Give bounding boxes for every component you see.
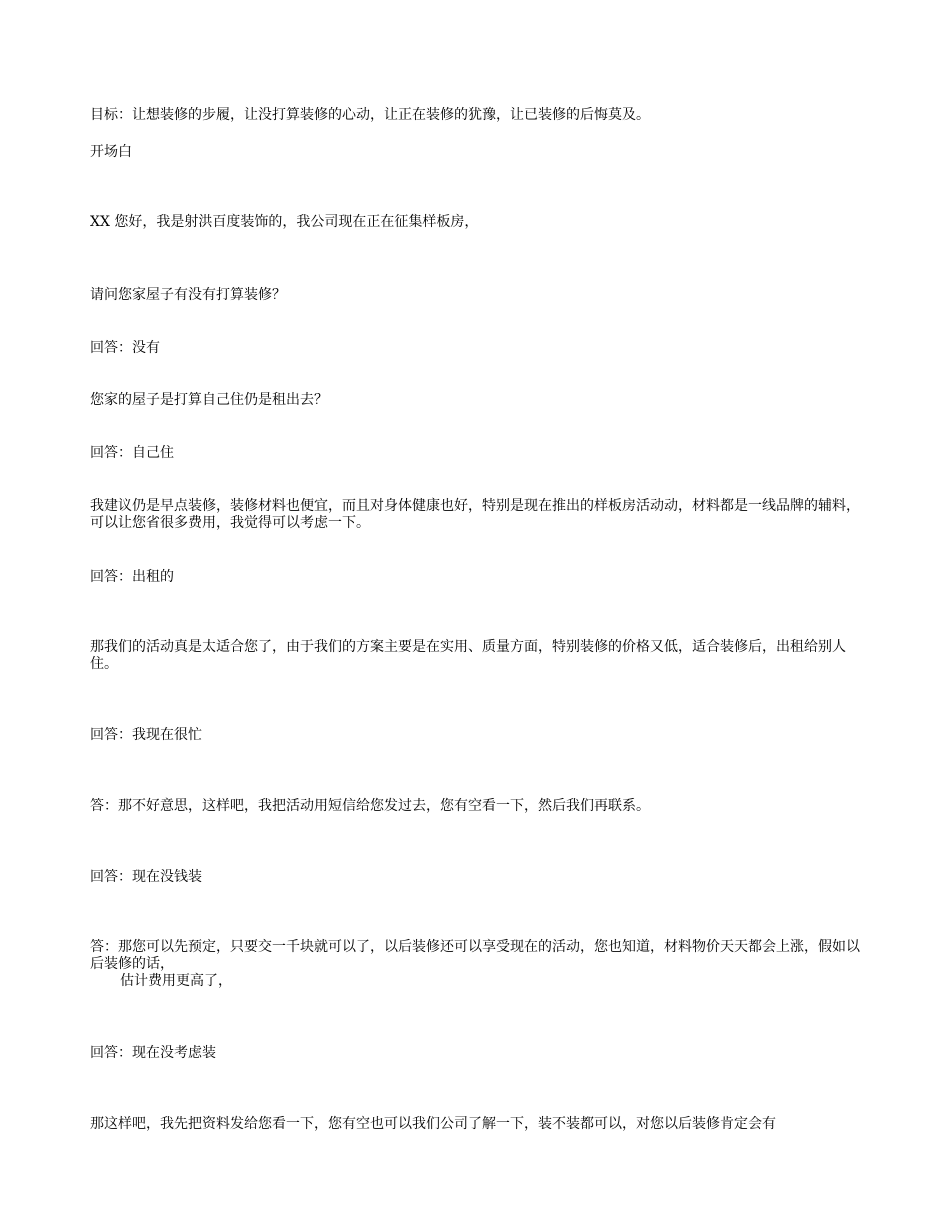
answer-no: 回答：没有 xyxy=(90,340,160,356)
question-1: 请问您家屋子有没有打算装修？ xyxy=(90,287,286,303)
reply-self: 我建议仍是早点装修，装修材料也便宜，而且对身体健康也好，特别是现在推出的样板房活动动，材料都是一线品牌的辅料，可以让您省很多费用，我觉得可以考虑一下。 xyxy=(90,498,860,531)
reply-no-money-line-1: 答：那您可以先预定，只要交一千块就可以了，以后装修还可以享受现在的活动，您也知道，材料物价天天都会上涨，假如以后装修的话， xyxy=(90,939,860,972)
answer-busy: 回答：我现在很忙 xyxy=(90,727,202,743)
reply-no-money xyxy=(90,939,860,990)
answer-not-considering: 回答：现在没考虑装 xyxy=(90,1045,216,1061)
question-2: 您家的屋子是打算自己住仍是租出去？ xyxy=(90,392,328,408)
reply-not-considering: 那这样吧，我先把资料发给您看一下，您有空也可以我们公司了解一下，装不装都可以，对您以后装修肯定会有 xyxy=(90,1116,776,1132)
intro-text: XX 您好，我是射洪百度装饰的，我公司现在正在征集样板房， xyxy=(90,214,479,230)
answer-self: 回答：自己住 xyxy=(90,445,174,461)
goal-text: 目标：让想装修的步履，让没打算装修的心动，让正在装修的犹豫，让已装修的后悔莫及。 xyxy=(90,107,650,123)
answer-no-money: 回答：现在没钱装 xyxy=(90,869,202,885)
answer-rent: 回答：出租的 xyxy=(90,569,174,585)
reply-rent: 那我们的活动真是太适合您了，由于我们的方案主要是在实用、质量方面，特别装修的价格又低，适合装修后，出租给别人住。 xyxy=(90,639,846,672)
opening-heading: 开场白 xyxy=(90,144,132,160)
reply-no-money-line-2: 估计费用更高了， xyxy=(120,973,232,989)
reply-busy: 答：那不好意思，这样吧，我把活动用短信给您发过去，您有空看一下，然后我们再联系。 xyxy=(90,798,650,814)
